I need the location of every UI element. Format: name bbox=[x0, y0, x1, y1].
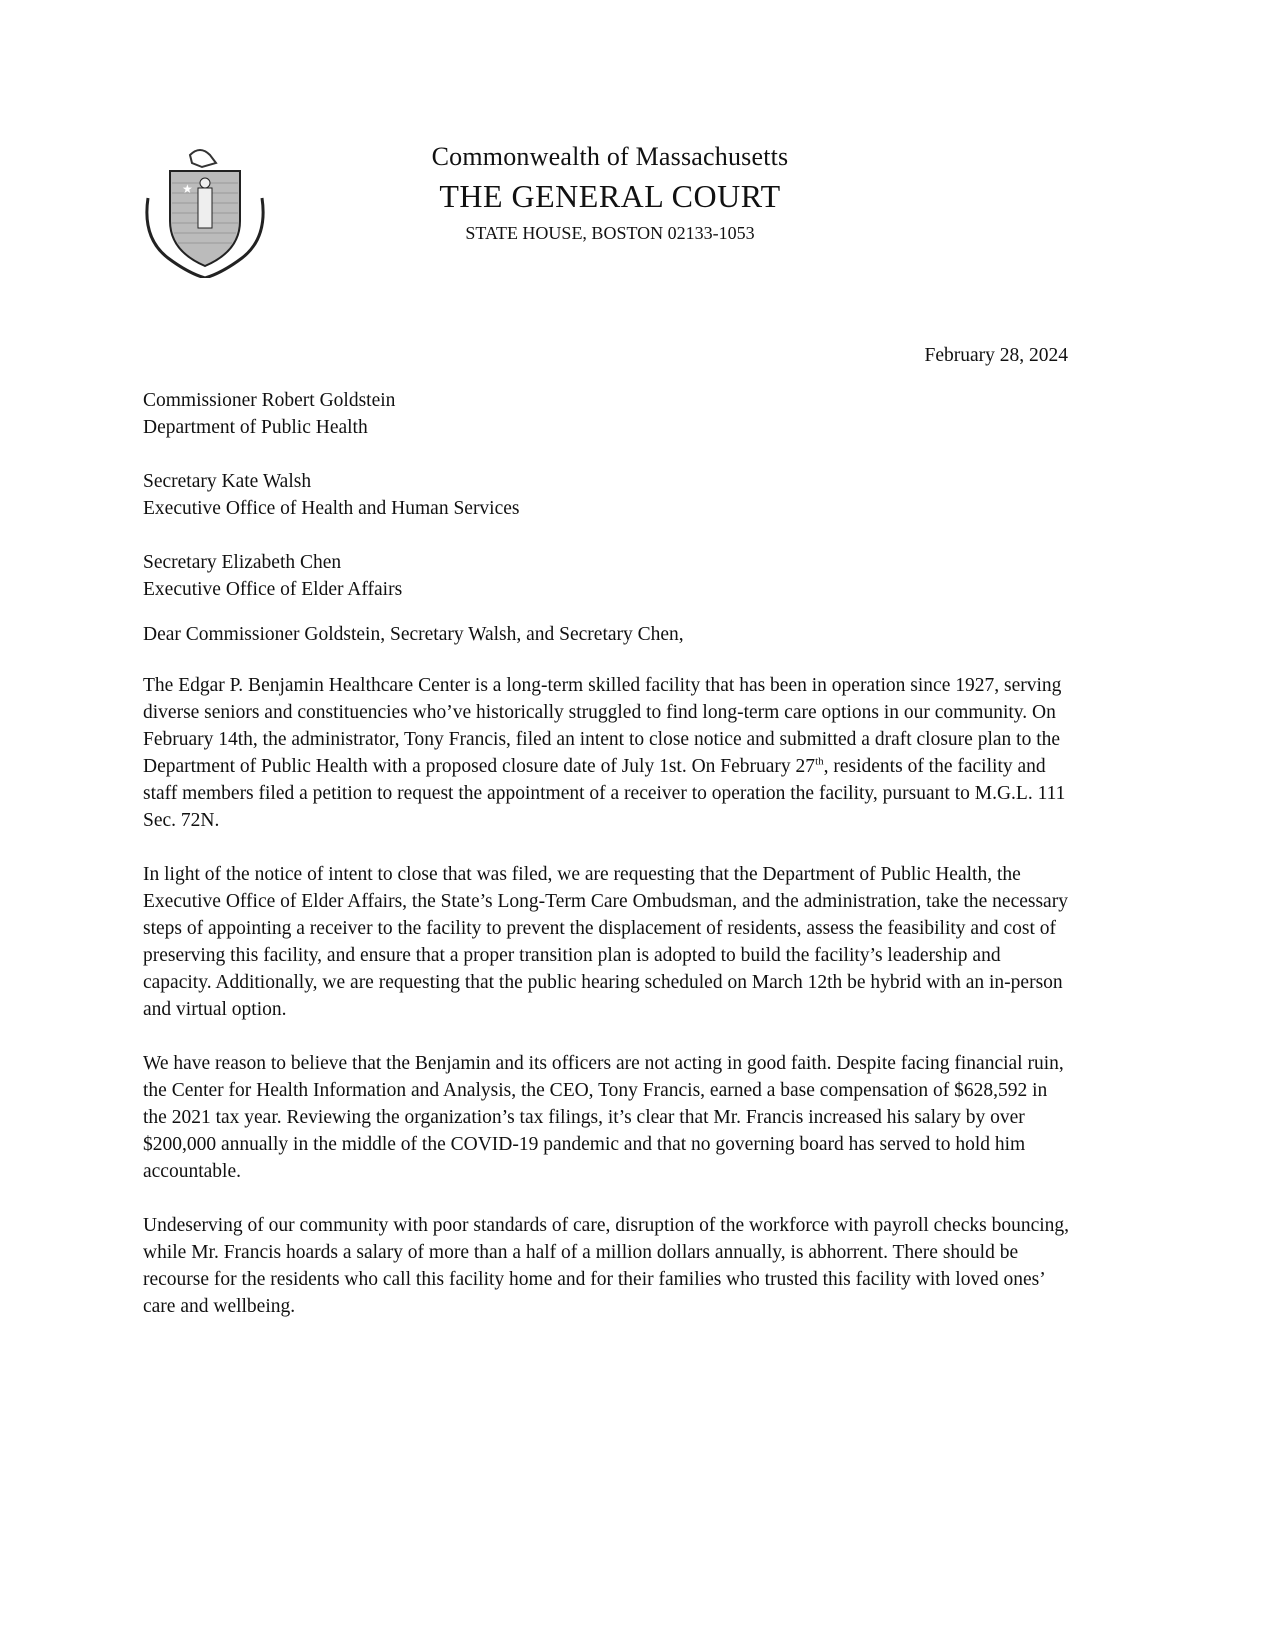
recipient-org: Department of Public Health bbox=[143, 417, 368, 438]
recipient-org: Executive Office of Elder Affairs bbox=[143, 579, 403, 600]
recipient-name: Secretary Elizabeth Chen bbox=[143, 552, 342, 573]
recipient-block bbox=[143, 387, 1073, 630]
letterhead bbox=[390, 140, 830, 248]
paragraph-1: The Edgar P. Benjamin Healthcare Center is a long-term skilled facility that has been in operation since 1927, serving diverse seniors and constituencies who’ve historically struggled to find long-term care options in our community. On February 14th, the administrator, Tony Francis, filed an intent to close notice and submitted a draft closure plan to the Department of Public Health with a proposed closure date of July 1st. On February 27th, residents of the facility and staff members filed a petition to request the appointment of a receiver to operation the facility, pursuant to M.G.L. 111 Sec. 72N. bbox=[143, 675, 1066, 831]
recipient-name: Commissioner Robert Goldstein bbox=[143, 390, 396, 411]
recipient-org: Executive Office of Health and Human Services bbox=[143, 498, 520, 519]
paragraph-2: In light of the notice of intent to close that was filed, we are requesting that the Department of Public Health, the Executive Office of Elder Affairs, the State’s Long-Term Care Ombudsman, and the administration, take the necessary steps of appointing a receiver to the facility to prevent the displacement of residents, assess the feasibility and cost of preserving this facility, and ensure that a proper transition plan is adopted to build the facility’s leadership and capacity. Additionally, we are requesting that the public hearing scheduled on March 12th be hybrid with an in-person and virtual option. bbox=[143, 864, 1068, 1020]
letter-date: February 28, 2024 bbox=[924, 345, 1068, 366]
salutation: Dear Commissioner Goldstein, Secretary Walsh, and Secretary Chen, bbox=[143, 624, 684, 645]
svg-text:★: ★ bbox=[182, 182, 193, 196]
letter-body bbox=[143, 672, 1073, 1347]
recipient bbox=[143, 549, 1073, 603]
letterhead-general-court: THE GENERAL COURT bbox=[439, 178, 781, 214]
recipient-name: Secretary Kate Walsh bbox=[143, 471, 312, 492]
massachusetts-seal-icon bbox=[140, 143, 270, 278]
letterhead-commonwealth: Commonwealth of Massachusetts bbox=[431, 142, 789, 171]
paragraph-4: Undeserving of our community with poor standards of care, disruption of the workforce with payroll checks bouncing, while Mr. Francis hoards a salary of more than a half of a million dollars annually, is abhorrent. There should be recourse for the residents who call this facility home and for their families who trusted this facility with loved ones’ care and wellbeing. bbox=[143, 1215, 1070, 1317]
letterhead-address: STATE HOUSE, BOSTON 02133-1053 bbox=[465, 223, 755, 243]
recipient bbox=[143, 468, 1073, 522]
paragraph-3: We have reason to believe that the Benjamin and its officers are not acting in good faith. Despite facing financial ruin, the Center for Health Information and Analysis, the CEO, Tony Francis, earned a base compensation of $628,592 in the 2021 tax year. Reviewing the organization’s tax filings, it’s clear that Mr. Francis increased his salary by over $200,000 annually in the middle of the COVID-19 pandemic and that no governing board has served to hold him accountable. bbox=[143, 1053, 1064, 1182]
recipient bbox=[143, 387, 1073, 441]
